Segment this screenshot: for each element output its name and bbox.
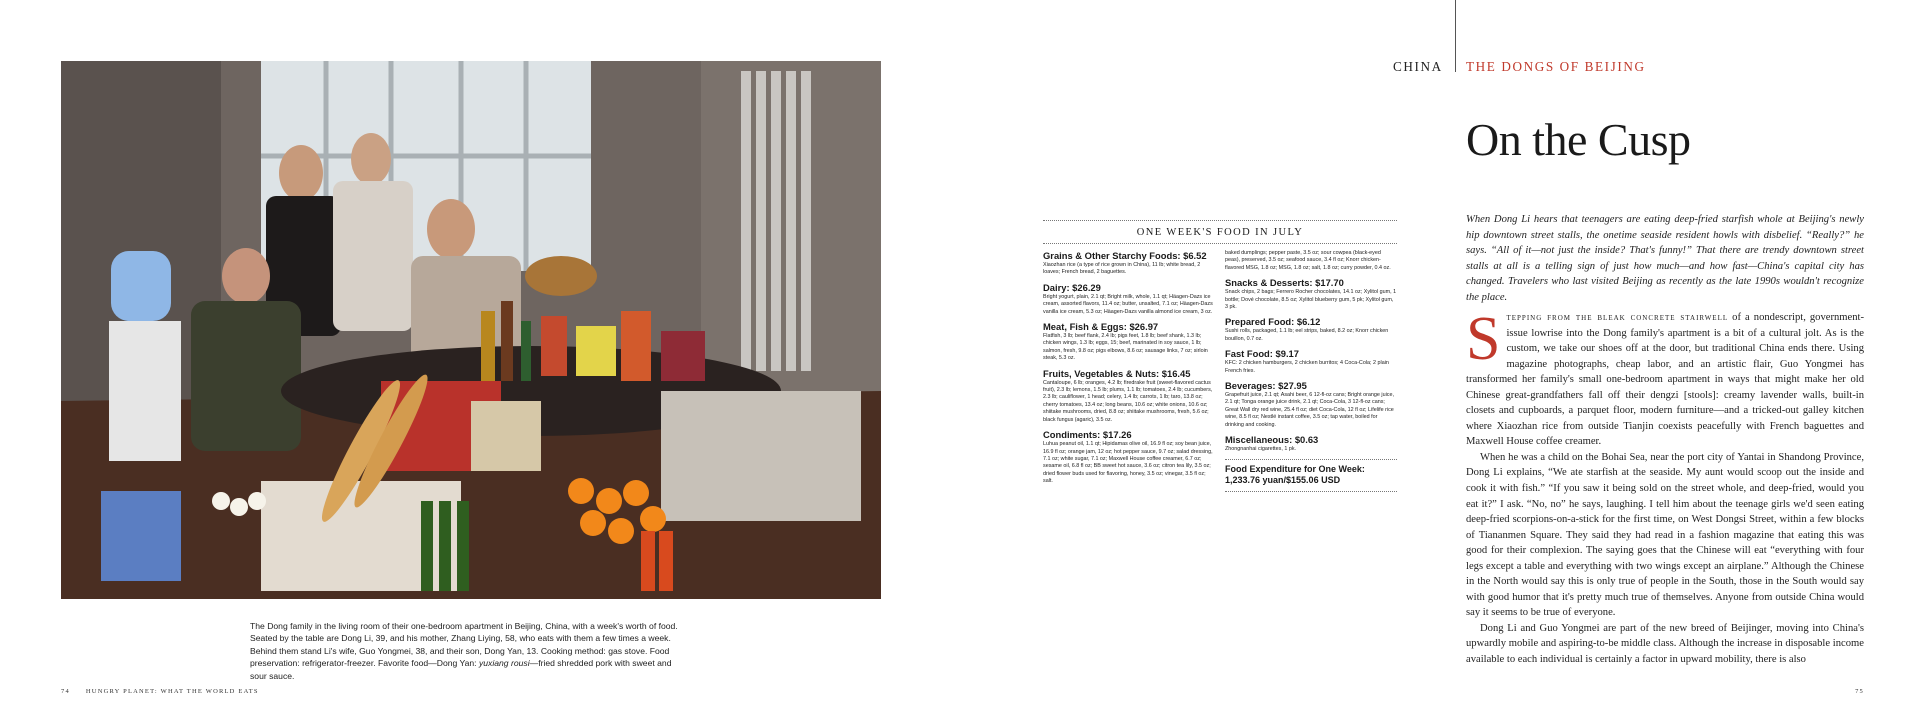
weekly-food-list: [1043, 220, 1397, 492]
category-title: Meat, Fish & Eggs: $26.97: [1043, 321, 1159, 333]
family-label: THE DONGS OF BEIJING: [1466, 59, 1646, 74]
country-label: CHINA: [1393, 59, 1443, 74]
food-category: [1043, 250, 1215, 277]
photo-caption: [250, 620, 690, 682]
category-title: Snacks & Desserts: $17.70: [1225, 277, 1344, 289]
article-body: [1466, 305, 1865, 668]
food-category: [1043, 282, 1215, 316]
photo-caption-dish: yuxiang rousi: [478, 658, 530, 669]
article-paragraph: When he was a child on the Bohai Sea, near the port city of Yantai in Shandong Province, Dong Li explains, “We ate starfish at the seaside. My aunt would scoop out the inside and cook it with fish.” “If you saw it being sold on the street whole, and deep-fried, would you eat it?” I ask. “No, no” he says, laughing. I tell him about the teenage girls we'd seen eating deep-fried scorpions-on-a-stick for the first time, on West Dongsi Street, within a few blocks of Tiananmen Square. They said they had read in a fashion magazine that eating this was good for their complexion. The saying goes that the Chinese will eat “everything with four legs except a table and everything with two wings except an airplane.” Although the Chinese in the North would say this is only true of people in the South, those in the South would say with good humor that it's pretty much true of themselves. Anyone from outside China would say it seems to be true of everyone.: [1466, 451, 1864, 619]
food-category: [1225, 434, 1397, 453]
category-items: KFC: 2 chicken hamburgers, 2 chicken burritos; 4 Coca-Cola; 2 plain French fries.: [1225, 360, 1389, 374]
category-items: Cantaloupe, 6 lb; oranges, 4.2 lb; firedrake fruit (sweet-flavored cactus fruit), 2.3 lb; lemons, 1.5 lb; plums, 1.1 lb; tomatoes, 2.4 lb; cucumbers, 2.3 lb; cauliflower, 1 head; celery, 1.4 lb; carrots, 1 lb; taro, 13.8 oz; cherry tomatoes, 13.4 oz; long beans, 10.6 oz; white onions, 10.6 oz; shiitake mushrooms, dried, 8.8 oz; shiitake mushrooms, fresh, 5.6 oz; black fungus (agaric), 3.5 oz.: [1043, 379, 1213, 423]
family-food-photo: [61, 61, 881, 599]
category-items: Xiaozhan rice (a type of rice grown in China), 11 lb; white bread, 2 loaves; French bread, 2 baguettes.: [1043, 262, 1201, 276]
food-category: [1225, 380, 1397, 429]
photo-caption-end: —fried shredded pork with sweet and sour sauce.: [250, 658, 672, 681]
food-column-right: [1225, 250, 1397, 492]
expenditure-bottom-divider: [1225, 491, 1397, 492]
header-vertical-rule: [1455, 0, 1456, 72]
category-items: Flatfish, 3 lb; beef flank, 2.4 lb; pigs feet, 1.8 lb; beef shank, 1.3 lb; chicken wings, 1.3 lb; eggs, 15; beef, marinated in soy sauce, 1 lb; salmon, fresh, 9.8 oz; pigs elbows, 8.6 oz; sausage links, 7 oz; sirloin steak, 5.3 oz.: [1043, 333, 1208, 362]
category-title: Prepared Food: $6.12: [1225, 316, 1321, 328]
food-category: [1225, 348, 1397, 375]
category-title: Beverages: $27.95: [1225, 380, 1307, 392]
article-paragraph: [1466, 305, 1865, 450]
food-list-heading: ONE WEEK'S FOOD IN JULY: [1136, 227, 1304, 238]
article-deck: When Dong Li hears that teenagers are eating deep-fried starfish whole at Beijing's newly hip downtown street stalls, the onetime seaside resident howls with disbelief. “Really?” he says. “All of it—not just the inside? That's funny!” That there are trendy downtown street stalls at all is a telling sign of just how much—and how fast—China's capital city has changed. Travelers who last visited Beijing as recently as the late 1990s wouldn't recognize the place.: [1466, 214, 1864, 303]
heading-divider: [1043, 243, 1397, 244]
category-items: Grapefruit juice, 2.1 qt; Asahi beer, 6 12-fl-oz cans; Bright orange juice, 2.1 qt; Tonga orange juice drink, 2.1 qt; Coca-Cola, 3 12-fl-oz cans; Great Wall dry red wine, 25.4 fl oz; diet Coca-Cola, 12 fl oz; Lifelife rice wine, 8.5 fl oz; Nestlé instant coffee, 3.5 oz; tap water, boiled for drinking and cooking.: [1225, 392, 1394, 428]
category-items: baked dumplings; pepper paste, 3.5 oz; sour cowpea (black-eyed peas), preserved, 3.5 oz; seafood sauce, 3.4 fl oz; Knorr chicken-flavored MSG, 1.8 oz; MSG, 1.8 oz; salt, 1.8 oz; curry powder, 0.4 oz.: [1225, 250, 1391, 271]
food-category: [1225, 277, 1397, 311]
category-items: Bright yogurt, plain, 2.1 qt; Bright milk, whole, 1.1 qt; Häagen-Dazs ice cream, assorted flavors, 11.4 oz; butter, unsalted, 7.1 oz; Häagen-Dazs vanilla ice cream, 5.3 oz; Häagen-Dazs vanilla almond ice cream, 3 oz.: [1043, 293, 1213, 315]
lead-in: tepping from the bleak concrete stairwell: [1506, 312, 1729, 323]
food-category: [1043, 321, 1215, 363]
category-items: Sushi rolls, packaged, 1.1 lb; eel strips, baked, 8.2 oz; Knorr chicken bouillon, 0.7 oz.: [1225, 328, 1389, 342]
chapter-title: On the Cusp: [1466, 114, 1691, 165]
category-title: Dairy: $26.29: [1043, 281, 1101, 293]
food-category: [1043, 368, 1215, 424]
running-title: HUNGRY PLANET: WHAT THE WORLD EATS: [85, 688, 259, 695]
category-title: Fruits, Vegetables & Nuts: $16.45: [1043, 367, 1191, 379]
photo-caption-text: The Dong family in the living room of their one-bedroom apartment in Beijing, China, with a week's worth of food. Seated by the table are Dong Li, 39, and his mother, Zhang Liying, 58, who eats with them a few times a week. Behind them stand Li's wife, Guo Yongmei, 38, and their son, Dong Yan, 13. Cooking method: gas stove. Food preservation: refrigerator-freezer. Favorite food—Dong Yan:: [250, 621, 678, 669]
category-title: Miscellaneous: $0.63: [1225, 434, 1319, 446]
left-page-footer: [61, 688, 259, 695]
left-page-number: 74: [61, 688, 70, 695]
category-items: Snack chips, 2 bags; Ferrero Rocher chocolates, 14.1 oz; Xylitol gum, 1 bottle; Dové chocolate, 8.5 oz; Xylitol blueberry gum, 5 pk; Xylitol gum, 3 pk.: [1225, 289, 1397, 311]
food-expenditure-total: Food Expenditure for One Week: 1,233.76 yuan/$155.06 USD: [1225, 463, 1365, 485]
drop-cap: S: [1466, 305, 1501, 373]
food-category: [1225, 316, 1397, 343]
food-category-continued: [1225, 250, 1397, 272]
article-paragraph: Dong Li and Guo Yongmei are part of the new breed of Beijinger, moving into China's upwardly mobile and aspiring-to-be middle class. Although the increase in disposable income available to each individual is certainly a factor in upward mobility, there is also: [1466, 622, 1864, 666]
category-title: Grains & Other Starchy Foods: $6.52: [1043, 250, 1207, 261]
paragraph-text: of a nondescript, government-issue lowrise into the Dong family's apartment is a bit of a cultural jolt. As is the custom, we take our shoes off at the door, but traditional China ends there. Using magazine photographs, cheap labor, and an artistic flair, Guo Yongmei has transformed her family's small one-bedroom apartment in ways that might make her old Chinese great-grandfathers fall off their dengzi [stools]: creamy lavender walls, built-in closets and cupboards, a parquet floor, modern furniture—and a tricked-out galley kitchen where Xiaozhan rice from outside Tianjin coexists peacefully with French baguettes and Maxwell House coffee creamer.: [1466, 312, 1865, 448]
category-items: Luhua peanut oil, 1.1 qt; Hipidamas olive oil, 16.9 fl oz; soy bean juice, 16.9 fl oz; orange jam, 12 oz; hot pepper sauce, 9.7 oz; salad dressing, 7.1 oz; white sugar, 7.1 oz; Maxwell House coffee creamer, 6.7 oz; sesame oil, 6.8 fl oz; BB sweet hot sauce, 3.6 oz; citron tea lily, 3.5 oz; dried flower buds used for flavoring, honey, 3.5 oz; vinegar, 3.5 fl oz; salt.: [1043, 441, 1213, 485]
category-title: Condiments: $17.26: [1043, 429, 1132, 441]
category-title: Fast Food: $9.17: [1225, 348, 1299, 360]
right-page-number: 75: [1855, 688, 1864, 695]
food-column-left: [1043, 250, 1215, 492]
category-items: Zhongnanhai cigarettes, 1 pk.: [1225, 446, 1297, 453]
food-category: [1043, 429, 1215, 485]
